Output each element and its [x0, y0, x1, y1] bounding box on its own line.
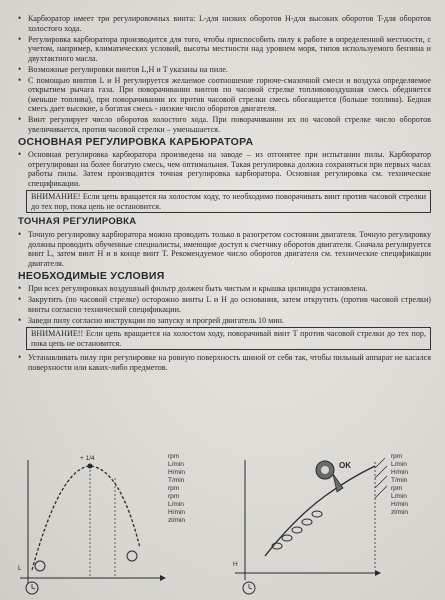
rpm-curve: [265, 466, 375, 556]
rpm-label: H/min: [391, 469, 408, 476]
rpm-label: L/min: [391, 461, 407, 468]
bullet-marker: •: [18, 114, 22, 124]
axis-arrow-icon: [160, 575, 166, 581]
list-item: • Регулировка карбюратора производится для того, чтобы приспособить пилу к работе в определенной местности, с учетом, например, климатических условий, высоты местности над уровнем моря, типов используемого бензина и двухтактного масла.: [18, 33, 431, 63]
rpm-label: zl/min: [168, 517, 185, 524]
list-item: • С помощью винтов L и H регулируется желаемое соотношение горюче-смазочной смеси и воздуха определяемое открытием рычага газа. При поворачивании винтов по часовой стрелке топливовоздушная смесь обедняется (меньше топлива), при поворачивании их против часовой стрелки смесь обогащается (больше топлива). Бедная смесь дает высокие, а богатая смесь - низкие число оборотов двигателя.: [18, 74, 431, 113]
rpm-label: rpm: [391, 485, 403, 492]
list-item: • При всех регулировках воздушный фильтр должен быть чистым и крышка цилиндра установлена.: [18, 283, 368, 293]
right-label-column: [391, 453, 408, 516]
rpm-label: T/min: [168, 477, 185, 484]
axis-label-h: H: [233, 561, 238, 568]
figures: [10, 448, 435, 598]
axis-label-l: L: [18, 565, 22, 572]
intro-bullets: [18, 14, 431, 134]
screw-start-icon: [35, 561, 45, 571]
figure-right-h-curve: [225, 448, 435, 598]
list-item: • Точную регулировку карбюратора можно проводить только в разогретом состоянии двигателя. Точную регулировку должны проводить обученные специалисты, имеющие доступ к счетчику оборотов двигателя. Сначала регулируется винт L, затем винт H и в конце винт T. Рекомендуемое число оборотов двигателя см. технические спецификации двигателя.: [18, 229, 431, 268]
rpm-label: L/min: [168, 501, 184, 508]
rpm-label: H/min: [168, 469, 185, 476]
figure-left-l-curve: [10, 448, 215, 598]
rpm-label: rpm: [168, 453, 180, 460]
bullet-marker: •: [18, 63, 22, 74]
figure-top-label: + 1/4: [80, 455, 95, 462]
clock-hands-icon: [32, 584, 35, 589]
rpm-label: rpm: [168, 493, 180, 500]
bullet-marker: •: [18, 283, 22, 293]
section-heading-conditions: НЕОБХОДИМЫЕ УСЛОВИЯ: [18, 270, 165, 282]
rpm-label: T/min: [391, 477, 408, 484]
warning-box-idle: ВНИМАНИЕ!! Если цепь вращается на холостом ходу, поворачивай винт T против часовой стрелки до тех пор, пока цепь не остановится.: [26, 327, 431, 350]
list-item: • Карбюратор имеет три регулировочных винта: L-для низких оборотов H-для высоких оборотов T-для оборотов холостого хода.: [18, 13, 431, 33]
list-item: • Закрутить (по часовой стрелке) осторожно винты L и H до основания, затем открутить (против часовой стрелки) винты согласно технической спецификации.: [18, 294, 431, 314]
rpm-label: H/min: [168, 509, 185, 516]
bullet-marker: •: [18, 33, 22, 44]
clock-hands-icon: [249, 584, 252, 589]
axis-arrow-icon: [375, 570, 381, 576]
ok-label: OK: [339, 461, 351, 470]
rpm-label: rpm: [391, 453, 403, 460]
bullet-marker: •: [18, 229, 22, 239]
bullet-marker: •: [18, 294, 22, 304]
right-label-column: [168, 453, 185, 524]
hatched-zone: [375, 458, 387, 498]
list-item: • Заведи пилу согласно инструкции по запуску и прогрей двигатель 10 мин.: [18, 314, 284, 325]
bullet-marker: •: [18, 13, 22, 23]
warning-box: ВНИМАНИЕ! Если цепь вращается на холостом ходу, то необходимо поворачивать винт против часовой стрелки до тех пор, пока цепь не остановится.: [26, 190, 431, 213]
rpm-label: rpm: [168, 485, 180, 492]
section-heading-basic: ОСНОВНАЯ РЕГУЛИРОВКА КАРБЮРАТОРА: [18, 136, 254, 148]
bullet-marker: •: [18, 149, 22, 159]
bullet-marker: •: [18, 74, 22, 85]
list-item: • Основная регулировка карбюратора произведена на заводе – из отгонятее при испытании пилы. Карбюратор отрегулирован на более богатую смесь, чем оптимальная. Такая регулировка должна сохраняться при первых часах работы пилы. Затем производится точная регулировка карбюратора. Основная регулировка см. технические спецификации.: [18, 149, 431, 188]
rpm-label: L/min: [168, 461, 184, 468]
bullet-marker: •: [18, 314, 22, 325]
bullet-marker: •: [18, 352, 22, 362]
rpm-label: H/min: [391, 501, 408, 508]
rpm-label: L/min: [391, 493, 407, 500]
rpm-curve: [32, 466, 140, 570]
rpm-label: zl/min: [391, 509, 408, 516]
list-item: • Винт регулирует число оборотов холостого хода. При поворачивании их по часовой стрелке число оборотов увеличивается, против часовой стрелки – уменьшается.: [18, 114, 431, 134]
peak-point-icon: [88, 464, 93, 469]
section-heading-fine: ТОЧНАЯ РЕГУЛИРОВКА: [18, 216, 137, 227]
spiral-screw-icon: [272, 511, 322, 549]
screw-end-icon: [127, 551, 137, 561]
list-item: • Устанавливать пилу при регулировке на ровную поверхность шиной от себя так, чтобы пильный аппарат не касался поверхности или каких-либо предметов.: [18, 352, 431, 372]
list-item: • Возможные регулировки винтов L,H и T указаны на пиле.: [18, 63, 228, 74]
